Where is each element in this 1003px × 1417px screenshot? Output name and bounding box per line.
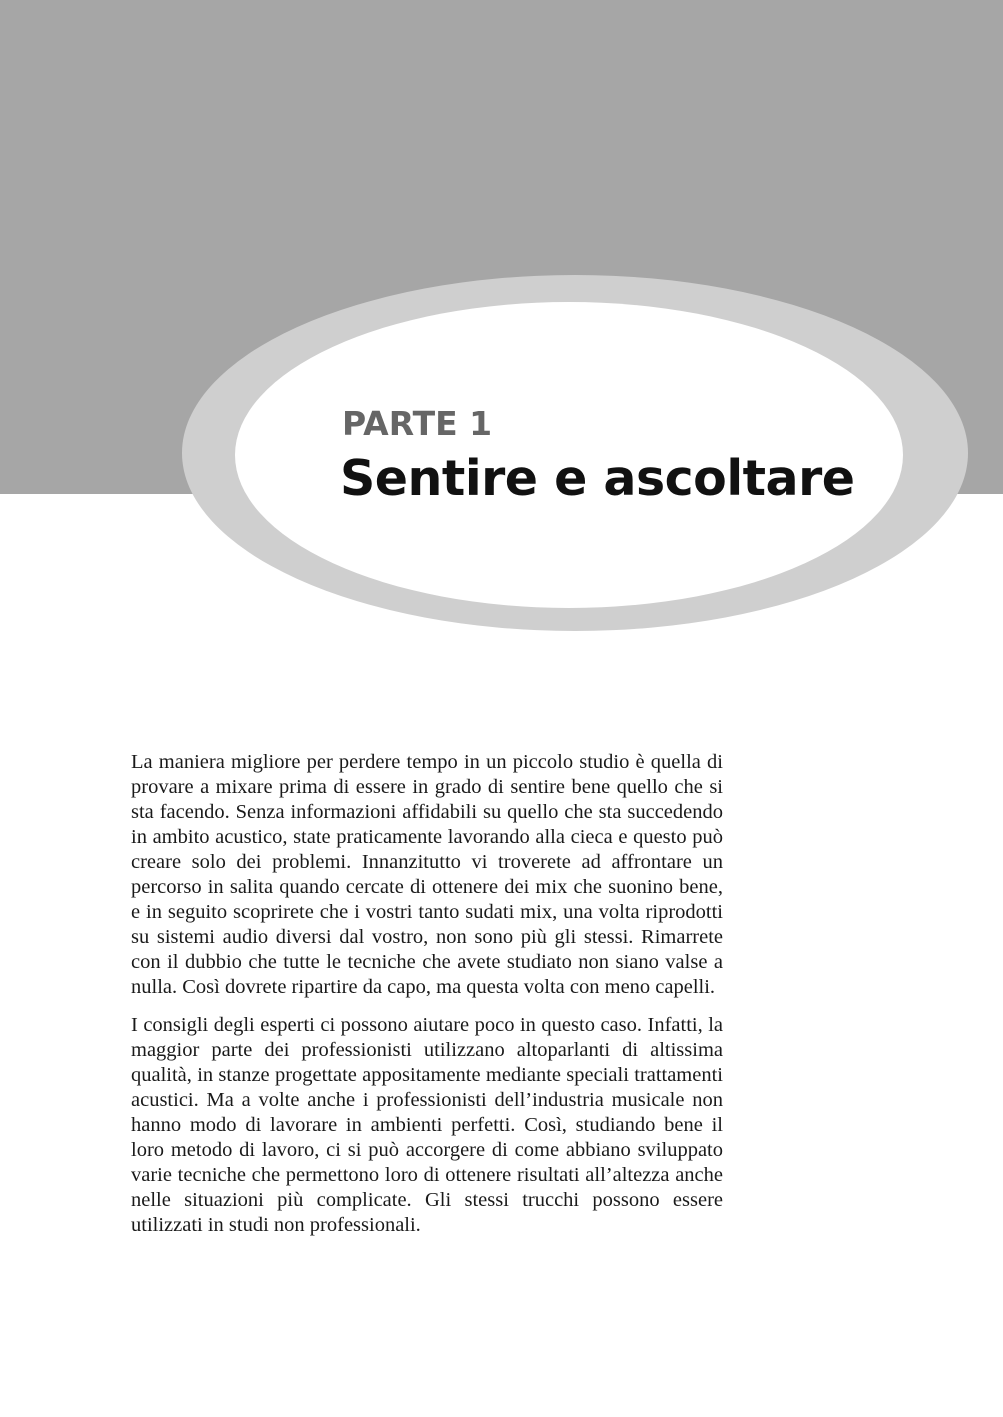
part-title: Sentire e ascoltare bbox=[340, 450, 855, 507]
paragraph-2: I consigli degli esperti ci possono aiutare poco in questo caso. Infatti, la maggior parte dei professionisti utilizzano altoparlanti di altissima qualità, in stanze progettate appositamente mediante speciali trattamenti acustici. Ma a volte anche i professionisti dell’industria musicale non hanno modo di lavorare in ambienti perfetti. Così, studiando bene il loro metodo di lavoro, ci si può accorgere di come abbiano sviluppato varie tecniche che permettono loro di ottenere risultati all’altezza anche nelle situazioni più complicate. Gli stessi trucchi possono essere utilizzati in studi non professionali. bbox=[131, 1014, 723, 1236]
part-label: PARTE 1 bbox=[342, 404, 493, 443]
body-text bbox=[131, 750, 723, 1251]
paragraph-1: La maniera migliore per perdere tempo in un piccolo studio è quella di provare a mixare prima di essere in grado di sentire bene quello che si sta facendo. Senza informazioni affidabili su quello che sta succedendo in ambito acustico, state praticamente lavorando alla cieca e questo può creare solo dei problemi. Innanzitutto vi troverete ad affrontare un percorso in salita quando cercate di ottenere dei mix che suonino bene, e in seguito scoprirete che i vostri tanto sudati mix, una volta riprodotti su sistemi audio diversi dal vostro, non sono più gli stessi. Rimarrete con il dubbio che tutte le tecniche che avete studiato non siano valse a nulla. Così dovrete ripartire da capo, ma questa volta con meno capelli. bbox=[131, 751, 723, 998]
